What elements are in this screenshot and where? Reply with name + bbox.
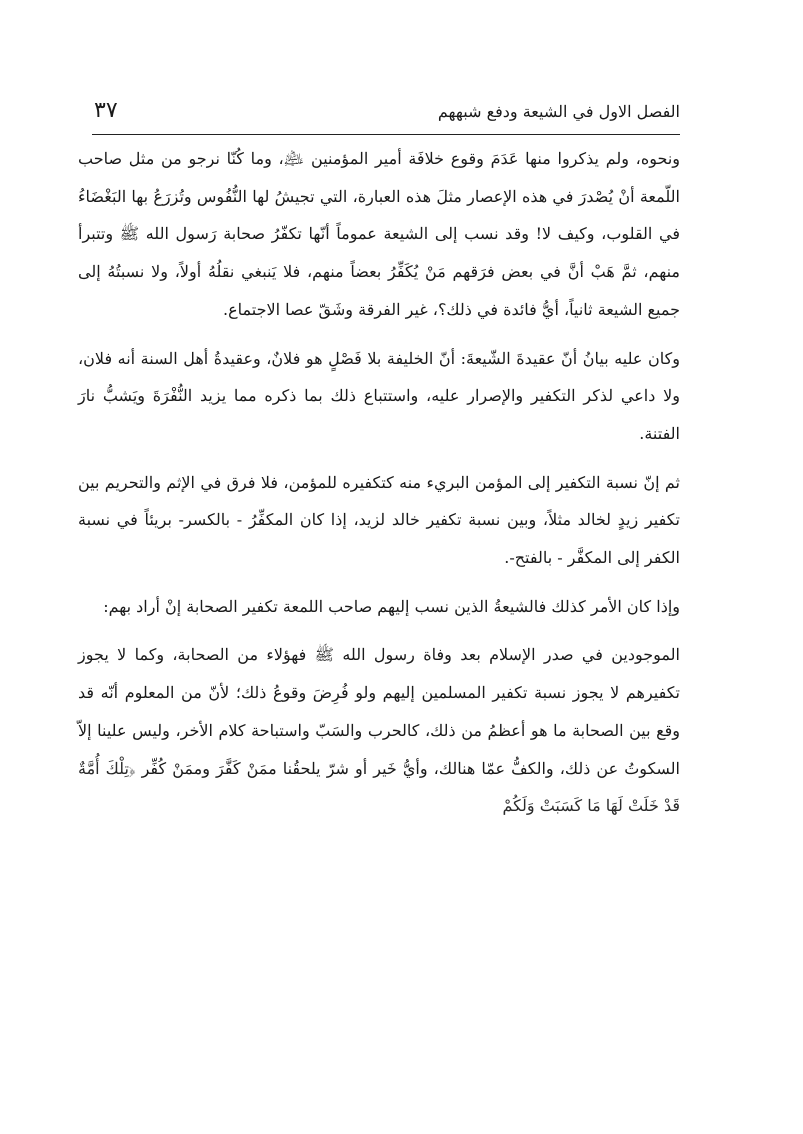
paragraph-text: الموجودين في صدر الإسلام بعد وفاة رسول الله ﷺ فهؤلاء من الصحابة، وكما لا يجوز تكفيرهم لا يجوز نسبة تكفير المسلمين إليهم ولو فُرِضَ وقوعُ ذلك؛ لأنّ من المعلوم أنّه قد وقع بين الصحابة ما هو أعظمُ من ذلك، كالحرب والسَبّ واستباحة كلام الأخر، وليس علينا إلاّ السكوتُ عن ذلك، والكفُّ عمّا هنالك، وأيُّ خَير أو شرّ يلحقُنا ممَنْ كَفَّرَ وممَنْ كُفِّر bbox=[78, 645, 680, 778]
page-number: ٣٧ bbox=[94, 98, 118, 123]
paragraph: وكان عليه بيانُ أنّ عقيدةَ الشّيعةَ: أنّ الخليفة بلا فَصْلٍ هو فلانٌ، وعقيدةُ أهل السنة أنه فلان، ولا داعي لذكر التكفير والإصرار عليه، واستتباع ذلك بما ذكره مما يزيد النُّفْرَةَ ويَشبُّ نارَ الفتنة. bbox=[78, 348, 680, 443]
running-header bbox=[92, 96, 680, 132]
paragraph: ثم إنّ نسبة التكفير إلى المؤمن البريء منه كتكفيره للمؤمن، فلا فرق في الإثم والتحريم بين تكفير زيدٍ لخالد مثلاً، وبين نسبة تكفير خالد لزيد، إذا كان المكفِّرُ - بالكسر- بريئاً في نسبة الكفر إلى المكفَّر - بالفتح-. bbox=[78, 472, 681, 568]
chapter-title: الفصل الاول في الشيعة ودفع شبههم bbox=[437, 102, 680, 121]
header-rule bbox=[92, 134, 680, 135]
quran-verse: ﴿تِلْكَ أُمَّةٌ قَدْ خَلَتْ لَهَا مَا كَسَبَتْ وَلَكُمْ bbox=[78, 758, 680, 816]
paragraph bbox=[78, 636, 680, 825]
body-text bbox=[78, 140, 680, 825]
paragraph: وإذا كان الأمر كذلك فالشيعةُ الذين نسب إليهم صاحب اللمعة تكفير الصحابة إنْ أراد بهم: bbox=[103, 596, 680, 616]
paragraph: ونحوه، ولم يذكروا منها عَدَمَ وقوع خلافَة أمير المؤمنين ﵇، وما كُنّا نرجو من مثل صاحب اللّمعة أنْ يُصْدرَ في هذه الإعصار مثلَ هذه العبارة، التي تجيشُ لها النُّفُوس وتُزرَعُ بها البَغْضَاءُ في القلوب، وكيف لا! وقد نسب إلى الشيعة عموماً أنّها تكفّرُ صحابة رَسول الله ﷺ وتتبرأ منهم، ثمَّ هَبْ أنَّ في بعض فرَقهم مَنْ يُكَفِّرُ بعضاً منهم، فلا يَنبغي نقلُهُ أولاً، ولا نسبتُهُ إلى جميع الشيعة ثانياً، أيُّ فائدة في ذلك؟، غير الفرقة وشَقّ عصا الاجتماع. bbox=[78, 149, 681, 319]
